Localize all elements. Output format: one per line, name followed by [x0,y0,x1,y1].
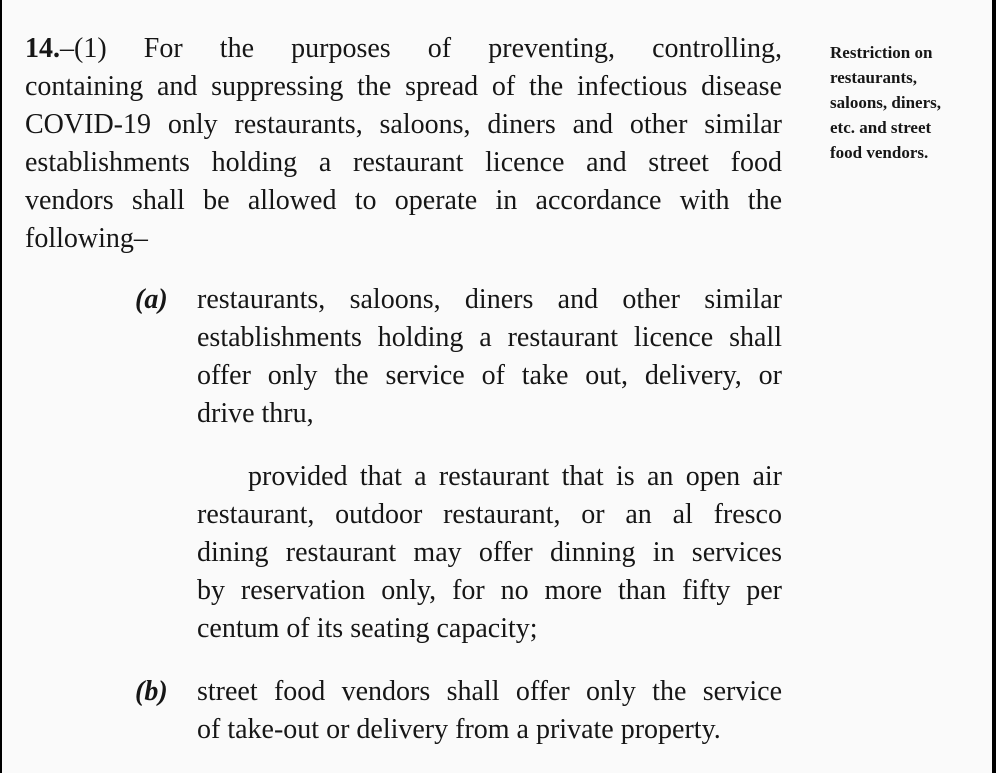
marginal-note [830,40,980,165]
document-page [2,0,992,773]
section-line-1-text: –(1) For the purposes of preventing, controlling, [60,33,782,64]
section-line-6: following– [25,223,148,254]
proviso-line-1: provided that a restaurant that is an open air [248,461,782,492]
paragraph-b-line-2: of take-out or delivery from a private property. [197,714,721,745]
paragraph-b-label: (b) [135,676,168,707]
paragraph-a-line-2: establishments holding a restaurant licence shall [197,322,782,353]
proviso-line-4: by reservation only, for no more than fifty per [197,575,782,606]
section-line-5: vendors shall be allowed to operate in accordance with the [25,185,782,216]
section-line-2: containing and suppressing the spread of the infectious disease [25,71,782,102]
paragraph-a-line-1: restaurants, saloons, diners and other similar [197,284,782,315]
section-line-4: establishments holding a restaurant licence and street food [25,147,782,178]
marginal-note-line: food vendors. [830,143,929,162]
section-line-3: COVID-19 only restaurants, saloons, diners and other similar [25,109,782,140]
paragraph-a-line-4: drive thru, [197,398,314,429]
marginal-note-line: Restriction on [830,43,933,62]
marginal-note-line: saloons, diners, [830,93,941,112]
paragraph-b-line-1: street food vendors shall offer only the service [197,676,782,707]
section-line-1 [25,30,782,68]
proviso-line-5: centum of its seating capacity; [197,613,538,644]
paragraph-a-line-3: offer only the service of take out, delivery, or [197,360,782,391]
paragraph-a-label: (a) [135,284,168,315]
marginal-note-line: etc. and street [830,118,932,137]
proviso-line-2: restaurant, outdoor restaurant, or an al fresco [197,499,782,530]
section-number: 14. [25,33,60,64]
marginal-note-line: restaurants, [830,68,918,87]
proviso-line-3: dining restaurant may offer dinning in services [197,537,782,568]
